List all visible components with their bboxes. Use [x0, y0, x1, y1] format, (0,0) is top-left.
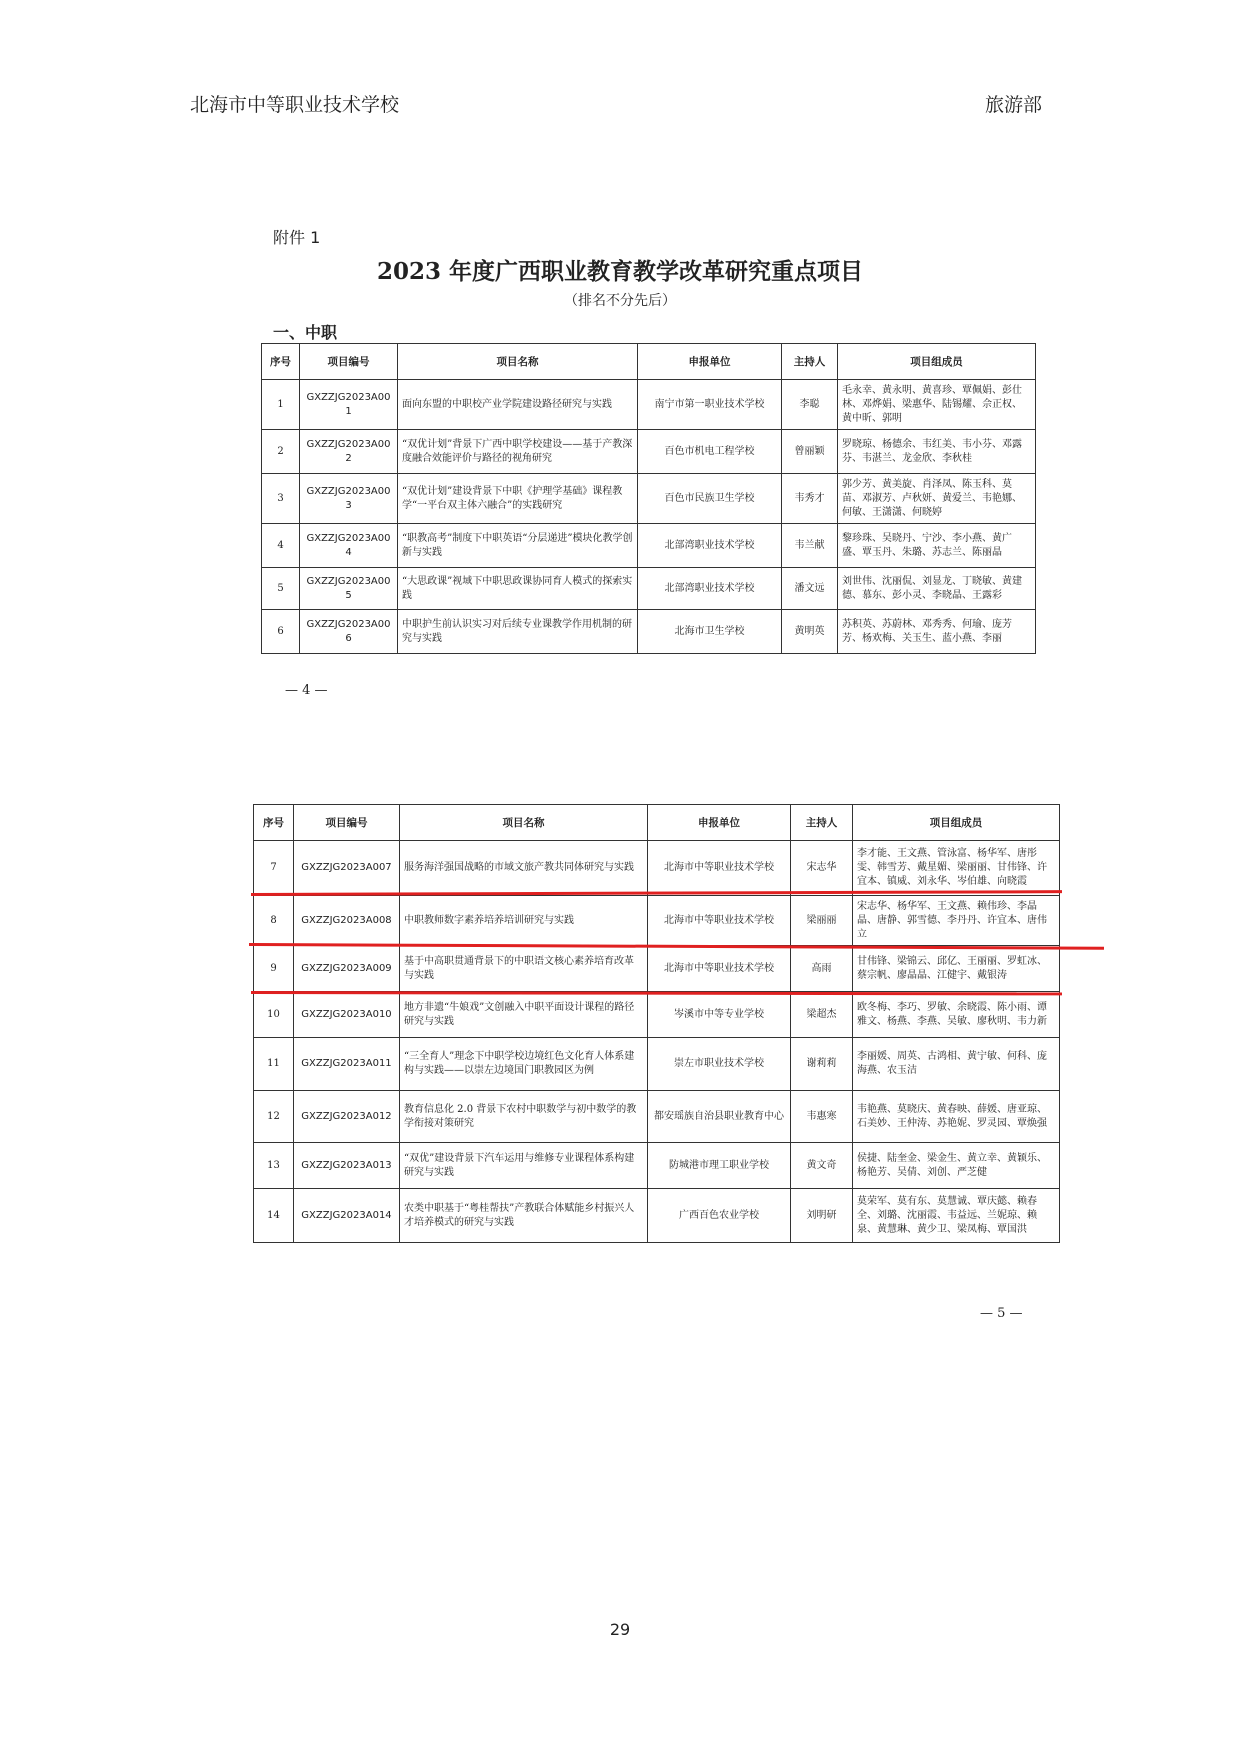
document-title: 2023 年度广西职业教育教学改革研究重点项目	[376, 258, 864, 285]
cell-members: 李才能、王文燕、管泳富、杨华军、唐彤雯、韩雪芳、戴星媚、梁丽丽、甘伟锋、许宜本、镇威、刘永华、岑伯雄、向晓霞	[853, 841, 1060, 896]
cell-members: 刘世伟、沈丽侃、刘显龙、丁晓敏、黄建德、慕东、彭小灵、李晓晶、王露彩	[838, 568, 1036, 610]
attachment-label: 附件 1	[273, 228, 321, 247]
cell-unit: 百色市机电工程学校	[638, 430, 782, 474]
table-row	[262, 610, 1036, 654]
section-heading: 一、中职	[273, 323, 338, 342]
col-header-unit: 申报单位	[648, 805, 791, 841]
cell-name: “双优计划”背景下广西中职学校建设——基于产教深度融合效能评价与路径的视角研究	[398, 430, 638, 474]
cell-name: 服务海洋强国战略的市域文旅产教共同体研究与实践	[400, 841, 648, 896]
cell-members: 欧冬梅、李巧、罗敏、余晓霞、陈小雨、谭雅文、杨燕、李燕、吴敏、廖秋明、韦力新	[853, 992, 1060, 1038]
cell-name: “大思政课”视域下中职思政课协同育人模式的探索实践	[398, 568, 638, 610]
cell-host: 韦兰献	[782, 524, 838, 568]
cell-no: 6	[262, 610, 300, 654]
col-header-no: 序号	[262, 344, 300, 380]
cell-members: 莫荣军、莫有东、莫慧诚、覃庆懿、赖春全、刘璐、沈丽霞、韦益远、兰妮琼、赖泉、黄慧琳、黄少卫、梁凤梅、覃国洪	[853, 1189, 1060, 1243]
header-department: 旅游部	[985, 94, 1043, 116]
cell-name: “三全育人”理念下中职学校边境红色文化育人体系建构与实践——以崇左边境国门职教园区为例	[400, 1038, 648, 1091]
page-number-4: — 4 —	[285, 683, 328, 698]
col-header-name: 项目名称	[398, 344, 638, 380]
cell-no: 1	[262, 380, 300, 430]
cell-unit: 都安瑶族自治县职业教育中心	[648, 1091, 791, 1143]
cell-host: 李聪	[782, 380, 838, 430]
cell-unit: 北海市中等职业技术学校	[648, 841, 791, 896]
cell-no: 14	[254, 1189, 294, 1243]
cell-host: 韦秀才	[782, 474, 838, 524]
cell-code: GXZZJG2023A010	[294, 992, 400, 1038]
cell-no: 3	[262, 474, 300, 524]
cell-members: 苏积英、苏蔚林、邓秀秀、何瑜、庞芳芳、杨欢梅、关玉生、蓝小燕、李丽	[838, 610, 1036, 654]
cell-name: 农类中职基于“粤桂帮扶”产教联合体赋能乡村振兴人才培养模式的研究与实践	[400, 1189, 648, 1243]
cell-host: 梁丽丽	[791, 896, 853, 946]
cell-code: GXZZJG2023A004	[300, 524, 398, 568]
col-header-code: 项目编号	[300, 344, 398, 380]
table-row	[254, 1189, 1060, 1243]
cell-members: 郭少芳、黄美旋、肖泽凤、陈玉科、莫苗、邓淑芳、卢秋妍、黄爱兰、韦艳娜、何敏、王潇潇、何晓婷	[838, 474, 1036, 524]
cell-no: 9	[254, 946, 294, 992]
col-header-host: 主持人	[782, 344, 838, 380]
cell-name: 教育信息化 2.0 背景下农村中职数学与初中数学的教学衔接对策研究	[400, 1091, 648, 1143]
cell-code: GXZZJG2023A008	[294, 896, 400, 946]
cell-unit: 南宁市第一职业技术学校	[638, 380, 782, 430]
table-row	[254, 992, 1060, 1038]
cell-members: 甘伟锋、梁锦云、邱亿、王丽丽、罗虹冰、蔡宗帆、廖晶晶、江健宇、戴银涛	[853, 946, 1060, 992]
cell-unit: 北部湾职业技术学校	[638, 524, 782, 568]
cell-members: 韦艳燕、莫晓庆、黄春映、薛媛、唐亚琼、石美妙、王仲涛、苏艳妮、罗灵园、覃焕强	[853, 1091, 1060, 1143]
cell-code: GXZZJG2023A003	[300, 474, 398, 524]
cell-code: GXZZJG2023A002	[300, 430, 398, 474]
cell-unit: 崇左市职业技术学校	[648, 1038, 791, 1091]
cell-host: 刘明研	[791, 1189, 853, 1243]
col-header-members: 项目组成员	[838, 344, 1036, 380]
table-row	[254, 1143, 1060, 1189]
cell-name: 面向东盟的中职校产业学院建设路径研究与实践	[398, 380, 638, 430]
table-body-page5	[254, 841, 1060, 1243]
document-subtitle: （排名不分先后）	[564, 293, 676, 309]
cell-name: 地方非遗“牛娘戏”文创融入中职平面设计课程的路径研究与实践	[400, 992, 648, 1038]
cell-code: GXZZJG2023A007	[294, 841, 400, 896]
cell-no: 13	[254, 1143, 294, 1189]
col-header-no: 序号	[254, 805, 294, 841]
cell-host: 韦惠寒	[791, 1091, 853, 1143]
cell-unit: 北海市中等职业技术学校	[648, 896, 791, 946]
cell-code: GXZZJG2023A011	[294, 1038, 400, 1091]
cell-code: GXZZJG2023A006	[300, 610, 398, 654]
cell-unit: 防城港市理工职业学校	[648, 1143, 791, 1189]
cell-unit: 广西百色农业学校	[648, 1189, 791, 1243]
cell-name: 基于中高职贯通背景下的中职语文核心素养培育改革与实践	[400, 946, 648, 992]
table-row	[262, 524, 1036, 568]
cell-host: 潘文远	[782, 568, 838, 610]
col-header-name: 项目名称	[400, 805, 648, 841]
project-table-page5	[253, 804, 1060, 1243]
cell-no: 11	[254, 1038, 294, 1091]
table-row	[262, 474, 1036, 524]
cell-no: 4	[262, 524, 300, 568]
cell-members: 黎珍珠、吴晓丹、宁沙、李小燕、黄广盛、覃玉丹、朱璐、苏志兰、陈丽晶	[838, 524, 1036, 568]
page-number-5: — 5 —	[980, 1306, 1023, 1321]
cell-code: GXZZJG2023A014	[294, 1189, 400, 1243]
header-school: 北海市中等职业技术学校	[190, 94, 400, 116]
col-header-code: 项目编号	[294, 805, 400, 841]
footer-page-number: 29	[609, 1620, 631, 1639]
table-row	[254, 1038, 1060, 1091]
cell-no: 12	[254, 1091, 294, 1143]
cell-members: 侯捷、陆奎金、梁金生、黄立幸、黄颖乐、杨艳芳、吴倩、刘创、严芝健	[853, 1143, 1060, 1189]
table-header-row	[262, 344, 1036, 380]
table-row	[262, 568, 1036, 610]
cell-name: “双优计划”建设背景下中职《护理学基础》课程教学“一平台双主体六融合”的实践研究	[398, 474, 638, 524]
cell-no: 8	[254, 896, 294, 946]
cell-unit: 北海市中等职业技术学校	[648, 946, 791, 992]
cell-name: 中职护生前认识实习对后续专业课教学作用机制的研究与实践	[398, 610, 638, 654]
cell-name: “双优”建设背景下汽车运用与维修专业课程体系构建研究与实践	[400, 1143, 648, 1189]
cell-no: 5	[262, 568, 300, 610]
cell-code: GXZZJG2023A001	[300, 380, 398, 430]
cell-host: 高雨	[791, 946, 853, 992]
cell-host: 谢莉莉	[791, 1038, 853, 1091]
table-row	[254, 896, 1060, 946]
cell-name: “职教高考”制度下中职英语“分层递进”模块化教学创新与实践	[398, 524, 638, 568]
cell-host: 曾丽颖	[782, 430, 838, 474]
cell-code: GXZZJG2023A005	[300, 568, 398, 610]
col-header-host: 主持人	[791, 805, 853, 841]
cell-code: GXZZJG2023A013	[294, 1143, 400, 1189]
project-table-page4	[261, 343, 1036, 654]
cell-unit: 北部湾职业技术学校	[638, 568, 782, 610]
cell-host: 黄文奇	[791, 1143, 853, 1189]
table-row	[262, 430, 1036, 474]
cell-unit: 百色市民族卫生学校	[638, 474, 782, 524]
table-row	[254, 946, 1060, 992]
cell-members: 毛永幸、黄永明、黄喜珍、覃佩娟、彭仕林、邓烨娟、梁惠华、陆锡耀、佘正权、黄中昕、郭明	[838, 380, 1036, 430]
cell-code: GXZZJG2023A012	[294, 1091, 400, 1143]
table-header-row	[254, 805, 1060, 841]
cell-unit: 岑溪市中等专业学校	[648, 992, 791, 1038]
cell-no: 7	[254, 841, 294, 896]
table-row	[254, 1091, 1060, 1143]
cell-unit: 北海市卫生学校	[638, 610, 782, 654]
table-body-page4	[262, 380, 1036, 654]
cell-members: 李丽媛、周英、古鸿相、黄宁敏、何科、庞海燕、农玉洁	[853, 1038, 1060, 1091]
cell-members: 宋志华、杨华军、王文燕、赖伟珍、李晶晶、唐静、郭雪德、李丹丹、许宜本、唐伟立	[853, 896, 1060, 946]
cell-code: GXZZJG2023A009	[294, 946, 400, 992]
table-row	[262, 380, 1036, 430]
col-header-members: 项目组成员	[853, 805, 1060, 841]
cell-host: 黄明英	[782, 610, 838, 654]
cell-no: 2	[262, 430, 300, 474]
cell-no: 10	[254, 992, 294, 1038]
cell-members: 罗晓琼、杨德余、韦红美、韦小芬、邓露芬、韦湛兰、龙金欣、李秋桂	[838, 430, 1036, 474]
cell-host: 梁超杰	[791, 992, 853, 1038]
table-row	[254, 841, 1060, 896]
col-header-unit: 申报单位	[638, 344, 782, 380]
cell-host: 宋志华	[791, 841, 853, 896]
cell-name: 中职教师数字素养培养培训研究与实践	[400, 896, 648, 946]
